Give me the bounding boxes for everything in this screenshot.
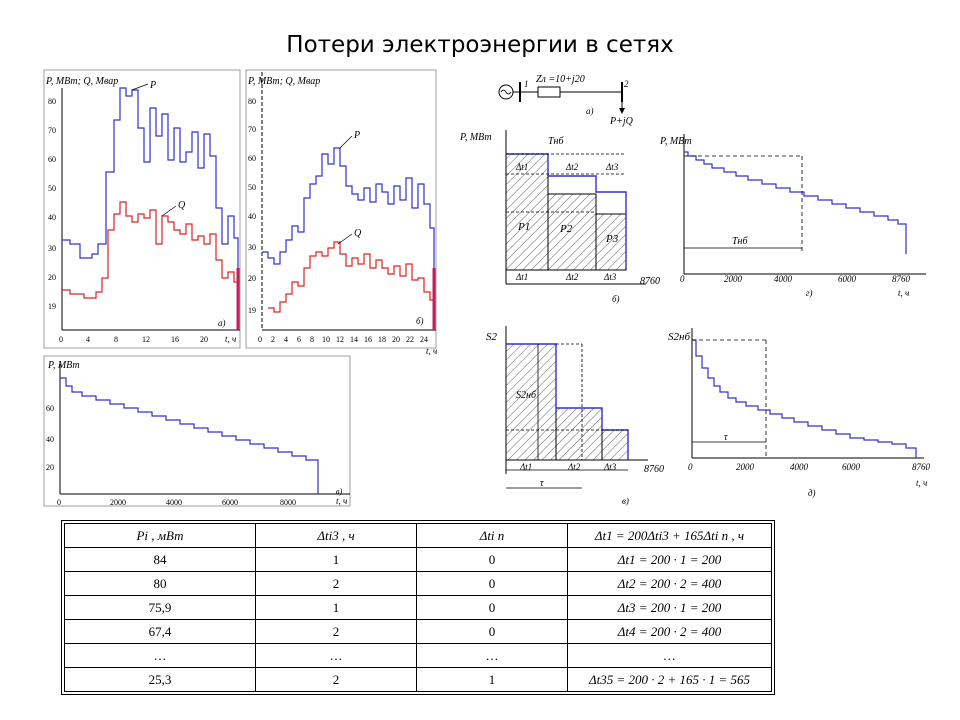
cell-dti3: … [256,644,417,668]
b-xtick: 0 [258,335,262,344]
a-xtick: 16 [171,335,179,344]
d-tau: τ [724,432,728,443]
b-xtick: 14 [350,335,358,344]
a-xtick: 0 [59,335,63,344]
duration-diagram-d [666,316,946,506]
b-p-label: P [354,130,361,141]
b-xtick: 20 [392,335,400,344]
page-title: Потери электроэнергии в сетях [286,32,674,58]
b-ytick: 70 [248,125,256,134]
cell-dtip: 0 [417,596,568,620]
d-xtick: 6000 [842,462,860,472]
cell-formula: Δt3 = 200 · 1 = 200 [568,596,772,620]
g-xticks [680,274,911,284]
v-step-panel: в) [622,496,629,506]
d-xtick: 2000 [736,462,754,472]
v-ytick: 40 [46,435,54,444]
a-ytick: 20 [48,273,56,282]
cell-formula: Δt35 = 200 · 2 + 165 · 1 = 565 [568,668,772,692]
b-xtick: 6 [297,335,301,344]
b-xticks [258,335,428,344]
v-tlabel: t, ч [336,496,348,506]
circuit-node2: 2 [624,79,629,89]
header-dtip: Δti п [417,524,568,548]
a-xtick: 12 [142,335,150,344]
g-panel: г) [806,288,813,298]
b-xtick: 18 [378,335,386,344]
cell-pi: 25,3 [65,668,256,692]
a-ylabel: P, МВт; Q, Мвар [46,76,119,87]
g-tnb: Tнб [732,236,748,247]
g-xtick: 4000 [774,274,792,284]
b-step-dt1-bottom: Δt1 [516,272,529,282]
cell-dti3: 2 [256,668,417,692]
b-step-dt2-bottom: Δt2 [566,272,579,282]
b-step-p2: P2 [560,223,573,235]
a-ytick: 80 [48,97,56,106]
v-step-dt1: Δt1 [520,462,533,472]
cell-formula: Δt1 = 200 · 1 = 200 [568,548,772,572]
b-ylabel: P, МВт; Q, Мвар [248,76,321,87]
table-row [65,620,772,644]
b-xtick: 10 [322,335,330,344]
b-xtick: 16 [364,335,372,344]
left-chart-b [244,68,442,360]
b-step-dt3-bottom: Δt3 [604,272,617,282]
cell-dti3: 1 [256,596,417,620]
d-tlabel: t, ч [916,478,928,488]
cell-dtip: 1 [417,668,568,692]
cell-dti3: 2 [256,572,417,596]
b-xtick: 4 [284,335,288,344]
b-step-panel: б) [612,294,620,304]
table-row [65,596,772,620]
v-yticks [46,404,54,472]
circuit-load: P+jQ [610,116,633,127]
a-q-label: Q [178,200,186,211]
a-ytick: 70 [48,126,56,135]
b-step-dt3: Δt3 [606,162,619,172]
b-ytick: 60 [248,154,256,163]
v-xtick: 2000 [110,498,126,507]
table-row [65,548,772,572]
b-ytick: 30 [248,243,256,252]
d-xtick: 0 [688,462,693,472]
v-xtick: 4000 [166,498,182,507]
v-step-snb: S2нб [516,390,536,401]
cell-dtip: … [417,644,568,668]
v-step-dt2: Δt2 [568,462,581,472]
circuit-impedance: Zл =10+j20 [536,74,585,85]
v-xtick: 8000 [280,498,296,507]
b-p-curve [262,148,434,298]
g-ylabel: P, МВт [660,136,692,147]
header-pi: Pi , мВт [65,524,256,548]
a-yticks [48,97,56,311]
a-xtick: 4 [86,335,90,344]
v-ytick: 60 [46,404,54,413]
a-ytick: 50 [48,184,56,193]
a-q-curve [62,202,238,304]
step-diagram-v [482,316,672,508]
a-ytick: 30 [48,244,56,253]
cell-pi: 80 [65,572,256,596]
b-tlabel: t, ч [426,346,438,356]
v-step-ylabel: S2 [486,331,497,343]
b-xtick: 12 [336,335,344,344]
step-diagram-b [456,124,668,306]
a-panel: а) [218,318,226,328]
g-duration-curve [684,152,906,254]
b-ytick: 40 [248,212,256,221]
b-ytick: 50 [248,183,256,192]
v-step-xend: 8760 [644,464,664,475]
cell-dti3: 2 [256,620,417,644]
cell-pi: 75,9 [65,596,256,620]
cell-dtip: 0 [417,572,568,596]
header-formula: Δt1 = 200Δti3 + 165Δti п , ч [568,524,772,548]
circuit-panel: а) [586,106,594,116]
b-q-label: Q [354,228,362,239]
b-xtick: 24 [420,335,428,344]
header-dti3: Δti3 , ч [256,524,417,548]
b-step-ylabel: P, МВт [460,132,492,143]
b-ytick: 80 [248,97,256,106]
b-step-xend: 8760 [640,276,660,287]
b-panel: б) [416,316,424,326]
v-step-tau: τ [540,478,544,489]
d-xticks [688,462,931,472]
cell-pi: 84 [65,548,256,572]
v-ytick: 20 [46,463,54,472]
d-xtick: 4000 [790,462,808,472]
v-xtick: 6000 [222,498,238,507]
g-xtick: 2000 [724,274,742,284]
a-ytick: 60 [48,155,56,164]
circuit-diagram [494,70,644,130]
table-row [65,644,772,668]
v-duration-curve [60,378,318,494]
b-xtick: 2 [271,335,275,344]
a-p-curve [62,88,238,304]
cell-dti3: 1 [256,548,417,572]
table-header-row [65,524,772,548]
duration-diagram-g [660,130,936,306]
cell-formula: Δt4 = 200 · 2 = 400 [568,620,772,644]
b-xtick: 8 [310,335,314,344]
cell-formula: … [568,644,772,668]
table-row [65,668,772,692]
a-xtick: 20 [200,335,208,344]
circuit-node1: 1 [524,79,529,89]
b-yticks [248,97,256,315]
b-q-curve [268,242,434,312]
losses-table [64,523,772,692]
b-step-dt2: Δt2 [566,162,579,172]
a-ytick: 19 [48,302,56,311]
g-xtick: 8760 [892,274,910,284]
cell-dtip: 0 [417,548,568,572]
d-ylabel: S2нб [668,331,690,343]
line-impedance [538,87,560,97]
b-ytick: 19 [248,306,256,315]
cell-pi: 67,4 [65,620,256,644]
b-step-dt1: Δt1 [516,162,529,172]
left-chart-a [40,68,244,350]
g-xtick: 6000 [838,274,856,284]
cell-formula: Δt2 = 200 · 2 = 400 [568,572,772,596]
a-tlabel: t, ч [225,334,237,344]
v-step-dt3: Δt3 [604,462,617,472]
g-xtick: 0 [680,274,685,284]
b-step-p3: P3 [606,233,619,245]
g-tlabel: t, ч [898,288,910,298]
a-xticks [59,335,208,344]
left-chart-v [40,354,360,514]
d-panel: д) [808,488,816,498]
v-xtick: 0 [57,498,61,507]
a-p-label: P [150,80,157,91]
b-xtick: 22 [406,335,414,344]
v-ylabel: P, МВт [48,360,80,371]
b-step-tnb: Tнб [548,136,564,147]
cell-pi: … [65,644,256,668]
table-row [65,572,772,596]
v-panel: в) [336,487,343,496]
b-step-p1: P1 [518,221,531,233]
a-ytick: 40 [48,213,56,222]
b-ytick: 20 [248,274,256,283]
d-xtick: 8760 [912,462,930,472]
cell-dtip: 0 [417,620,568,644]
a-xtick: 8 [114,335,118,344]
